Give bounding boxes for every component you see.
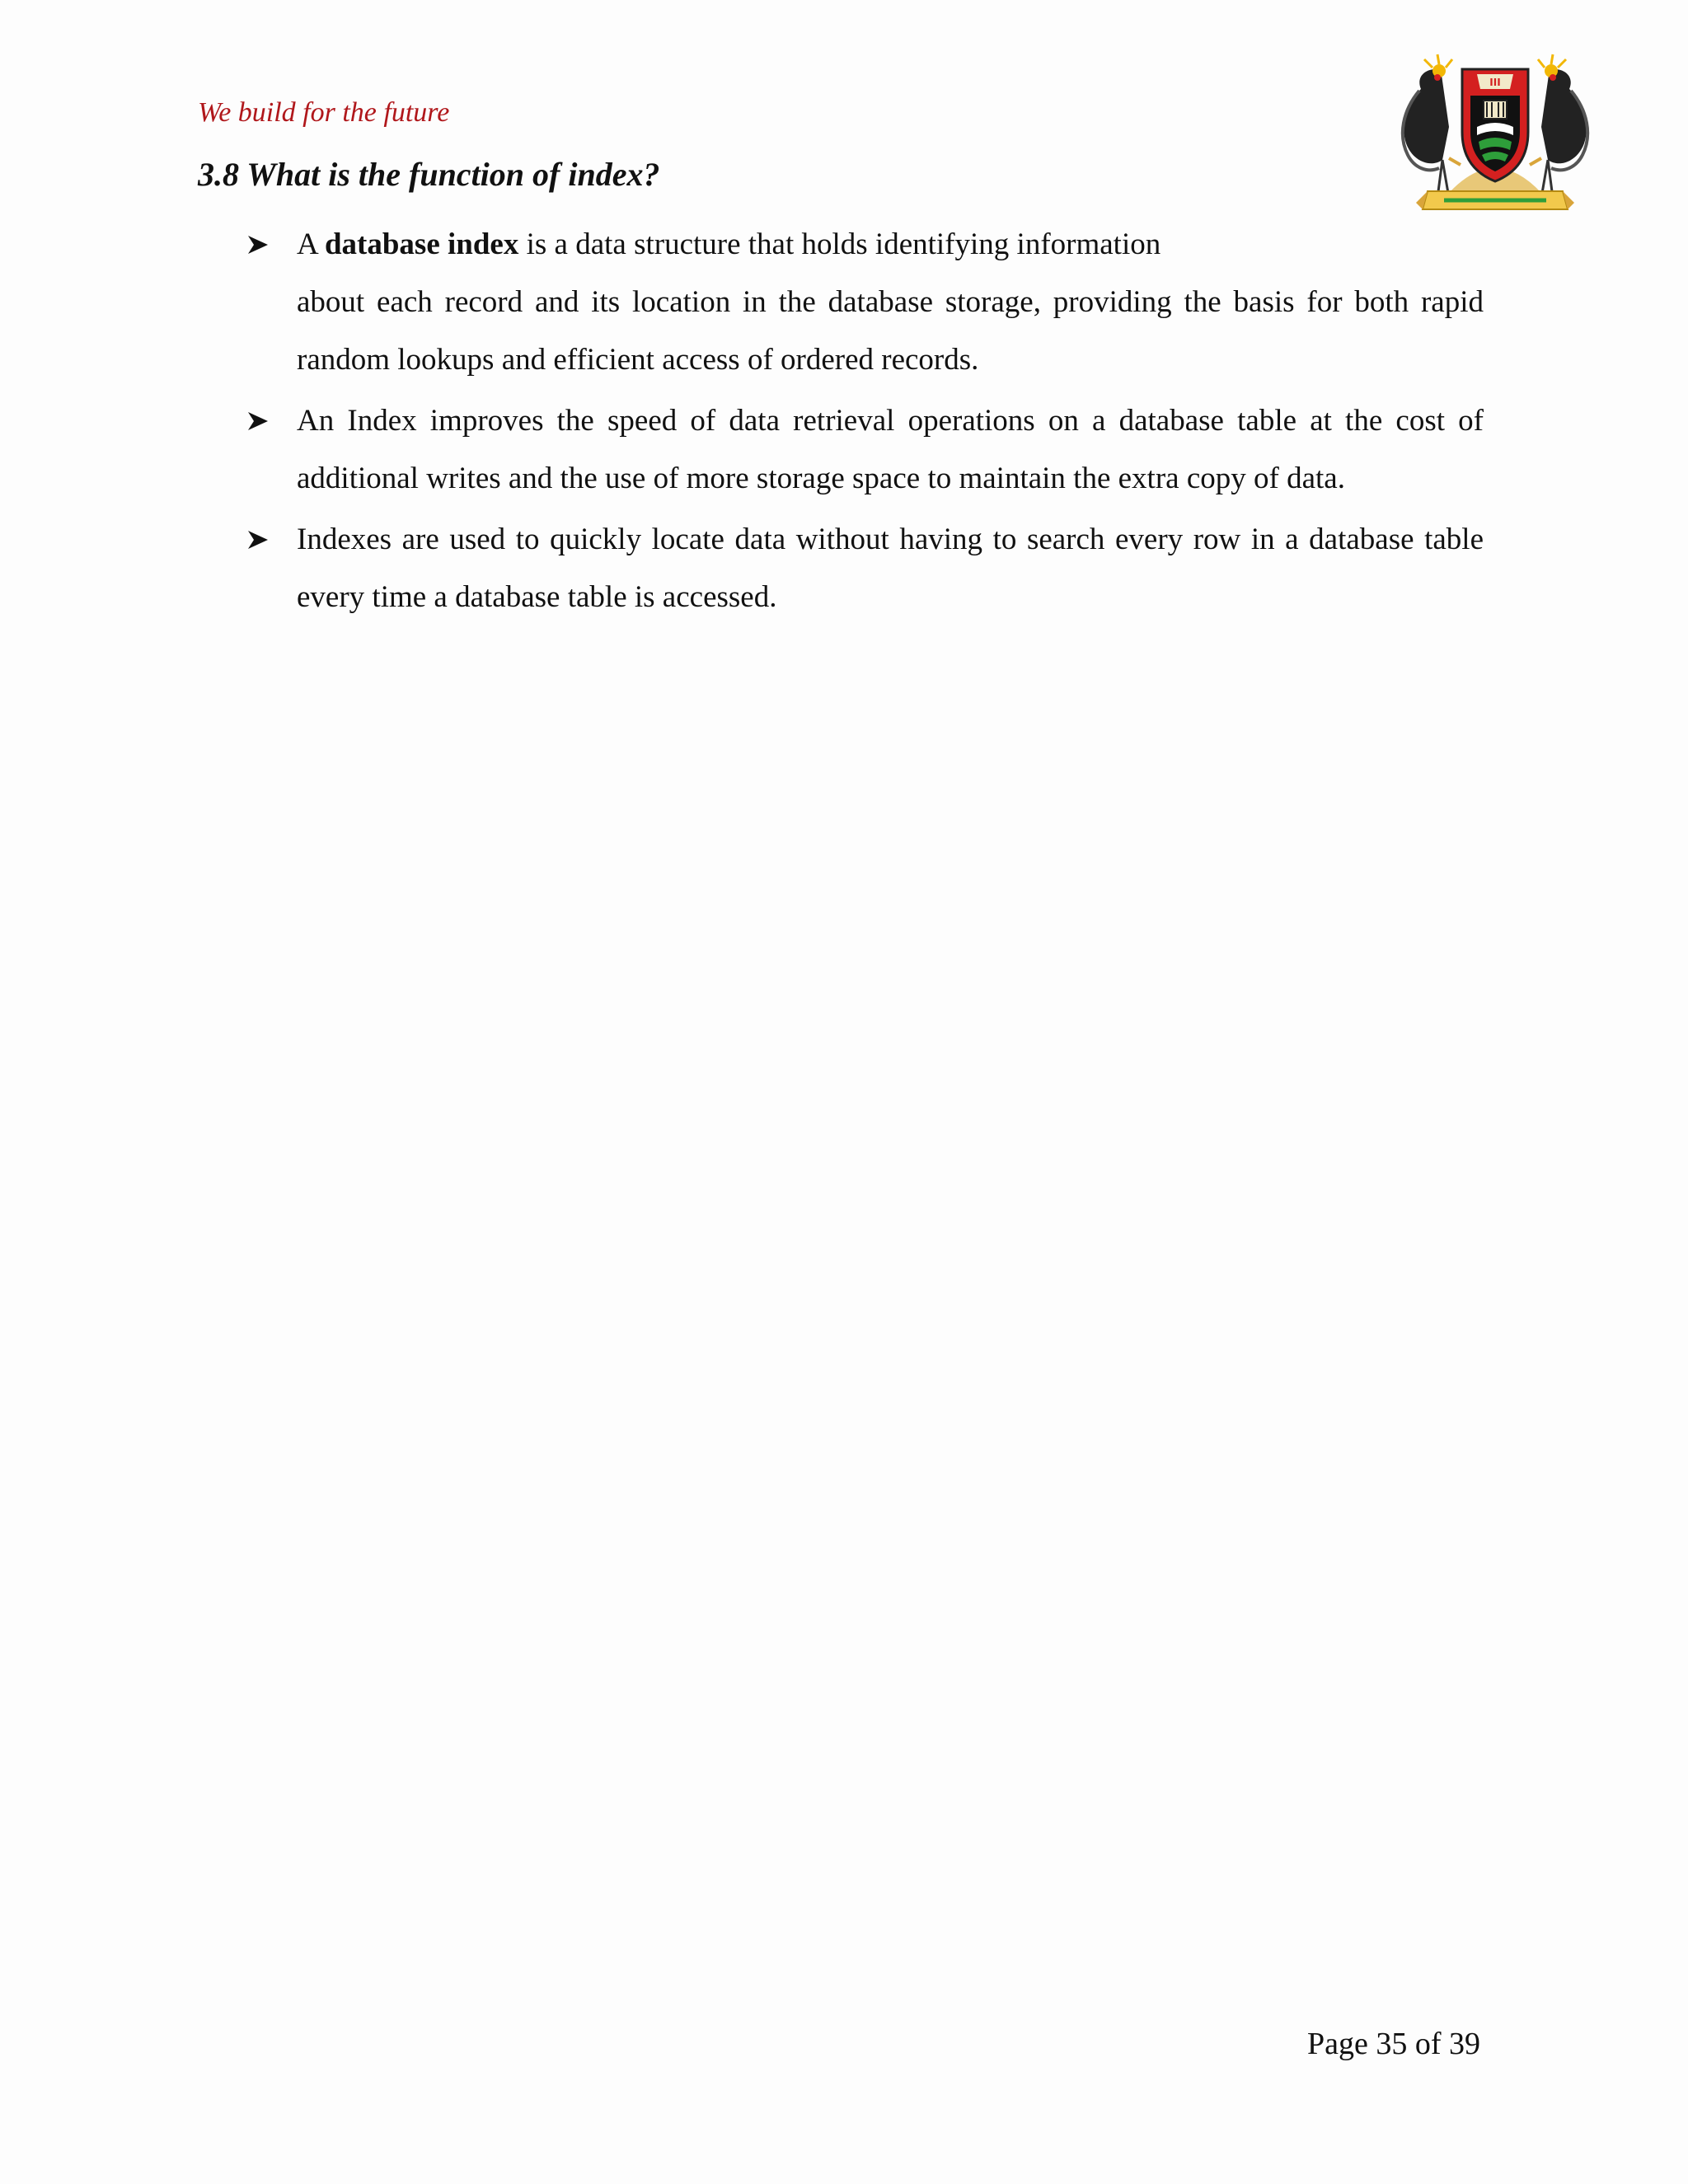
arrowhead-bullet-icon (247, 529, 269, 551)
list-item (247, 511, 1484, 626)
university-coat-of-arms-icon (1391, 53, 1599, 224)
page-number: Page 35 of 39 (1306, 2027, 1480, 2061)
header-tagline: We build for the future (198, 97, 450, 128)
motto-ribbon-icon (1416, 191, 1574, 209)
right-crane-icon (1538, 54, 1587, 198)
arrowhead-bullet-icon (247, 410, 269, 432)
list-item-text: An Index improves the speed of data retrieval operations on a database table at the cost of additional writes and the use of more storage space to maintain the extra copy of data. (297, 404, 1484, 495)
list-item (247, 216, 1484, 389)
bullet-list (247, 216, 1484, 626)
arrowhead-bullet-icon (247, 234, 269, 255)
list-item-text (297, 227, 1259, 261)
list-item-rest: about each record and its location in the database storage, providing the basis for both rapid random lookups and efficient access of ordered records. (297, 285, 1484, 377)
list-item-rest-line1: is a data structure that holds identifying information (518, 227, 1161, 261)
shield-icon (1462, 69, 1528, 181)
left-crane-icon (1403, 54, 1452, 198)
list-item (247, 392, 1484, 508)
term-database-index: database index (324, 227, 519, 261)
list-item-text: Indexes are used to quickly locate data without having to search every row in a database table every time a database table is accessed. (297, 523, 1484, 614)
list-item-lead: A (297, 227, 325, 261)
section-heading: 3.8 What is the function of index? (198, 156, 660, 193)
svg-text:III: III (1489, 77, 1501, 88)
